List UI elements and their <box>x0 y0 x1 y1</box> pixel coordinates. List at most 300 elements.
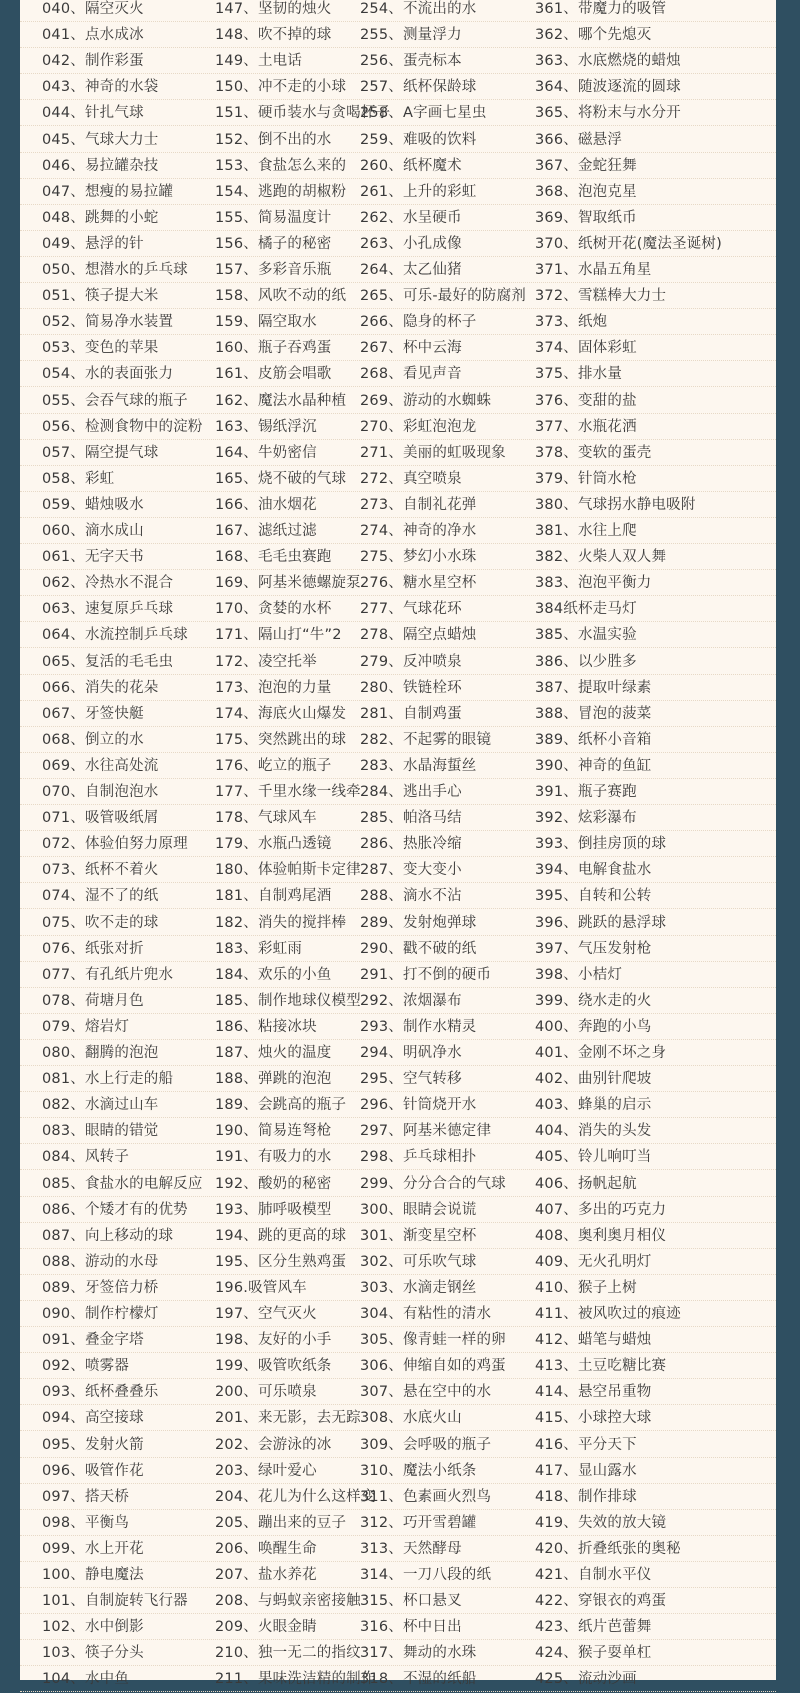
row-guide-line <box>20 700 776 702</box>
experiment-list-item: 292、浓烟瀑布 <box>360 992 462 1009</box>
experiment-list-item: 279、反冲喷泉 <box>360 653 462 670</box>
experiment-list-item: 420、折叠纸张的奥秘 <box>535 1540 681 1557</box>
experiment-list-item: 378、变软的蛋壳 <box>535 444 652 461</box>
experiment-list-item: 074、湿不了的纸 <box>42 888 159 905</box>
experiment-list-item: 264、太乙仙猪 <box>360 262 462 278</box>
experiment-list-item: 299、分分合合的气球 <box>360 1175 506 1192</box>
experiment-list-item: 395、自转和公转 <box>535 888 652 905</box>
row-guide-line <box>20 1430 776 1432</box>
experiment-list-item: 303、水滴走钢丝 <box>360 1279 477 1296</box>
row-guide-line <box>20 334 776 336</box>
experiment-list-item: 400、奔跑的小鸟 <box>535 1018 652 1035</box>
row-guide-line <box>20 282 776 284</box>
experiment-list-item: 273、自制礼花弹 <box>360 496 477 513</box>
experiment-list-item: 271、美丽的虹吸现象 <box>360 444 506 461</box>
experiment-list-item: 085、食盐水的电解反应 <box>42 1175 203 1192</box>
row-guide-line <box>20 178 776 180</box>
experiment-list-item: 185、制作地球仪模型 <box>215 992 361 1009</box>
experiment-list-item: 078、荷塘月色 <box>42 992 144 1009</box>
experiment-list-item: 423、纸片芭蕾舞 <box>535 1619 652 1636</box>
experiment-list-item: 195、区分生熟鸡蛋 <box>215 1253 347 1270</box>
experiment-list-item: 298、乒乓球相扑 <box>360 1149 477 1166</box>
experiment-list-item: 202、会游泳的冰 <box>215 1436 332 1453</box>
row-guide-line <box>20 1300 776 1302</box>
experiment-list-item: 177、千里水缘一线牵 <box>215 784 361 800</box>
experiment-list-item: 157、多彩音乐瓶 <box>215 262 332 278</box>
row-guide-line <box>20 1222 776 1224</box>
experiment-list-item: 090、制作柠檬灯 <box>42 1306 159 1322</box>
row-guide-line <box>20 647 776 649</box>
experiment-list-item: 300、眼睛会说谎 <box>360 1201 477 1218</box>
experiment-list-item: 419、失效的放大镜 <box>535 1514 667 1531</box>
experiment-list-item: 410、猴子上树 <box>535 1279 637 1296</box>
experiment-list-item: 097、搭天桥 <box>42 1488 130 1505</box>
experiment-list-item: 072、体验伯努力原理 <box>42 836 188 853</box>
experiment-list-item: 152、倒不出的水 <box>215 131 332 148</box>
experiment-list-item: 052、简易净水装置 <box>42 314 174 331</box>
experiment-list-item: 048、跳舞的小蛇 <box>42 209 159 226</box>
experiment-list-item: 274、神奇的净水 <box>360 523 477 539</box>
experiment-list-item: 088、游动的水母 <box>42 1253 159 1270</box>
experiment-list-item: 071、吸管吸纸屑 <box>42 810 159 827</box>
experiment-list-item: 294、明矾净水 <box>360 1045 462 1061</box>
experiment-list-item: 302、可乐吹气球 <box>360 1253 477 1270</box>
row-guide-line <box>20 1483 776 1485</box>
experiment-list-item: 375、排水量 <box>535 366 623 383</box>
experiment-list-item: 087、向上移动的球 <box>42 1227 174 1244</box>
experiment-list-item: 209、火眼金睛 <box>215 1619 317 1636</box>
experiment-list-item: 296、针筒烧开水 <box>360 1097 477 1114</box>
experiment-list-item: 393、倒挂房顶的球 <box>535 836 667 853</box>
experiment-list-item: 383、泡泡平衡力 <box>535 575 652 592</box>
experiment-list-item: 178、气球风车 <box>215 810 317 827</box>
experiment-list-item: 170、贪婪的水杯 <box>215 601 332 618</box>
experiment-list-item: 101、自制旋转飞行器 <box>42 1593 188 1610</box>
row-guide-line <box>20 152 776 154</box>
experiment-list-item: 060、滴水成山 <box>42 523 144 539</box>
experiment-list-item: 285、帕洛马结 <box>360 810 462 827</box>
experiment-list-item: 397、气压发射枪 <box>535 940 652 957</box>
experiment-list-item: 054、水的表面张力 <box>42 366 174 383</box>
experiment-list-item: 399、绕水走的火 <box>535 992 652 1009</box>
experiment-list-item: 405、铃儿响叮当 <box>535 1149 652 1166</box>
experiment-list-item: 374、固体彩虹 <box>535 340 637 357</box>
row-guide-line <box>20 1117 776 1119</box>
experiment-list-item: 262、水呈硬币 <box>360 209 462 226</box>
experiment-list-item: 083、眼睛的错觉 <box>42 1123 159 1140</box>
experiment-list-item: 096、吸管作花 <box>42 1462 144 1479</box>
row-guide-line <box>20 21 776 23</box>
experiment-list-item: 156、橘子的秘密 <box>215 235 332 252</box>
experiment-list-item: 150、冲不走的小球 <box>215 79 347 96</box>
experiment-list-item: 148、吹不掉的球 <box>215 27 332 44</box>
experiment-list-item: 100、静电魔法 <box>42 1567 144 1583</box>
experiment-list-item: 159、隔空取水 <box>215 314 317 331</box>
experiment-list-item: 205、蹦出来的豆子 <box>215 1514 347 1531</box>
experiment-list-item: 098、平衡鸟 <box>42 1514 130 1531</box>
experiment-list-item: 164、牛奶密信 <box>215 444 317 461</box>
experiment-list-item: 094、高空接球 <box>42 1410 144 1427</box>
experiment-list-item: 104、水中鱼 <box>42 1671 130 1688</box>
experiment-list-item: 422、穿银衣的鸡蛋 <box>535 1593 667 1610</box>
experiment-list-item: 281、自制鸡蛋 <box>360 705 462 722</box>
row-guide-line <box>20 308 776 310</box>
experiment-list-item: 041、点水成冰 <box>42 27 144 44</box>
experiment-list-item: 190、简易连弩枪 <box>215 1123 332 1140</box>
experiment-list-item: 099、水上开花 <box>42 1540 144 1557</box>
experiment-list-item: 415、小球控大球 <box>535 1410 652 1427</box>
row-guide-line <box>20 1091 776 1093</box>
experiment-list-item: 188、弹跳的泡泡 <box>215 1071 332 1088</box>
experiment-list-item: 286、热胀冷缩 <box>360 836 462 853</box>
experiment-list-item: 288、滴水不沾 <box>360 888 462 905</box>
experiment-list-item: 394、电解食盐水 <box>535 862 652 879</box>
experiment-list-item: 270、彩虹泡泡龙 <box>360 418 477 435</box>
row-guide-line <box>20 1326 776 1328</box>
experiment-list-item: 265、可乐-最好的防腐剂 <box>360 288 527 305</box>
experiment-list-item: 049、悬浮的针 <box>42 235 144 252</box>
experiment-list-item: 418、制作排球 <box>535 1488 637 1505</box>
experiment-list-item: 162、魔法水晶种植 <box>215 392 347 409</box>
experiment-list-item: 301、渐变星空杯 <box>360 1227 477 1244</box>
row-guide-line <box>20 1013 776 1015</box>
experiment-list-item: 384纸杯走马灯 <box>535 601 637 618</box>
experiment-list-item: 154、逃跑的胡椒粉 <box>215 183 347 200</box>
experiment-list-item: 257、纸杯保龄球 <box>360 79 477 96</box>
experiment-list-item: 155、简易温度计 <box>215 209 332 226</box>
experiment-list-item: 160、瓶子吞鸡蛋 <box>215 340 332 357</box>
row-guide-line <box>20 1587 776 1589</box>
experiment-list-item: 276、糖水星空杯 <box>360 575 477 592</box>
experiment-list-item: 056、检测食物中的淀粉 <box>42 418 203 435</box>
experiment-list-item: 075、吹不走的球 <box>42 914 159 931</box>
row-guide-line <box>20 1169 776 1171</box>
experiment-list-item: 187、烛火的温度 <box>215 1045 332 1061</box>
experiment-list-item: 310、魔法小纸条 <box>360 1462 477 1479</box>
experiment-list-item: 057、隔空提气球 <box>42 444 159 461</box>
row-guide-line <box>20 125 776 127</box>
experiment-list-item: 191、有吸力的水 <box>215 1149 332 1166</box>
experiment-list-item: 183、彩虹雨 <box>215 940 303 957</box>
experiment-list-item: 259、难吸的饮料 <box>360 131 477 148</box>
experiment-list-item: 089、牙签倍力桥 <box>42 1279 159 1296</box>
experiment-list-item: 280、铁链栓环 <box>360 679 462 696</box>
experiment-list-item: 254、不流出的水 <box>360 1 477 17</box>
experiment-list-item: 307、悬在空中的水 <box>360 1384 492 1401</box>
experiment-list-item: 076、纸张对折 <box>42 940 144 957</box>
experiment-list-item: 161、皮筋会唱歌 <box>215 366 332 383</box>
experiment-list-item: 277、气球花环 <box>360 601 462 618</box>
experiment-list-item: 084、风转子 <box>42 1149 130 1166</box>
experiment-list-item: 186、粘接冰块 <box>215 1018 317 1035</box>
experiment-list-item: 425、流动沙画 <box>535 1671 637 1688</box>
experiment-list-item: 204、花儿为什么这样变 <box>215 1488 376 1505</box>
experiment-list-item: 312、巧开雪碧罐 <box>360 1514 477 1531</box>
experiment-list-item: 412、蜡笔与蜡烛 <box>535 1332 652 1349</box>
experiment-list-item: 396、跳跃的悬浮球 <box>535 914 667 931</box>
experiment-list-item: 201、来无影，去无踪 <box>215 1410 361 1427</box>
experiment-list-item: 067、牙签快艇 <box>42 705 144 722</box>
experiment-list-item: 390、神奇的鱼缸 <box>535 757 652 774</box>
experiment-list-item: 306、伸缩自如的鸡蛋 <box>360 1358 506 1375</box>
experiment-list-item: 095、发射火箭 <box>42 1436 144 1453</box>
row-guide-line <box>20 517 776 519</box>
experiment-list-item: 086、个矮才有的优势 <box>42 1201 188 1218</box>
experiment-list-item: 269、游动的水蜘蛛 <box>360 392 492 409</box>
row-guide-line <box>20 1639 776 1641</box>
experiment-list-item: 297、阿基米德定律 <box>360 1123 492 1140</box>
experiment-list-item: 382、火柴人双人舞 <box>535 549 667 566</box>
row-guide-line <box>20 491 776 493</box>
experiment-list-item: 210、独一无二的指纹 <box>215 1645 361 1662</box>
experiment-list-item: 367、金蛇狂舞 <box>535 157 637 174</box>
experiment-list-item: 182、消失的搅拌棒 <box>215 914 347 931</box>
row-guide-line <box>20 1404 776 1406</box>
experiment-list-item: 189、会跳高的瓶子 <box>215 1097 347 1114</box>
experiment-list-item: 206、唤醒生命 <box>215 1540 317 1557</box>
row-guide-line <box>20 413 776 415</box>
row-guide-line <box>20 595 776 597</box>
row-guide-line <box>20 1457 776 1459</box>
experiment-list-item: 153、食盐怎么来的 <box>215 157 347 174</box>
row-guide-line <box>20 1352 776 1354</box>
experiment-list-item: 417、显山露水 <box>535 1462 637 1479</box>
experiment-list-item: 413、土豆吃糖比赛 <box>535 1358 667 1375</box>
experiment-list-item: 372、雪糕棒大力士 <box>535 288 667 305</box>
experiment-list-item: 055、会吞气球的瓶子 <box>42 392 188 409</box>
experiment-list-item: 064、水流控制乒乓球 <box>42 627 188 644</box>
experiment-list-item: 398、小桔灯 <box>535 966 623 983</box>
experiment-list-item: 314、一刀八段的纸 <box>360 1567 492 1583</box>
experiment-list-item: 165、烧不破的气球 <box>215 470 347 487</box>
experiment-list-item: 406、扬帆起航 <box>535 1175 637 1192</box>
row-guide-line <box>20 230 776 232</box>
row-guide-line <box>20 1561 776 1563</box>
experiment-list-item: 051、筷子提大米 <box>42 288 159 305</box>
experiment-list-item: 082、水滴过山车 <box>42 1097 159 1114</box>
experiment-list-item: 366、磁悬浮 <box>535 131 623 148</box>
experiment-list-item: 373、纸炮 <box>535 314 608 331</box>
experiment-list-item: 363、水底燃烧的蜡烛 <box>535 53 681 70</box>
experiment-list-item: 305、像青蛙一样的卵 <box>360 1332 506 1349</box>
row-guide-line <box>20 961 776 963</box>
experiment-list-item: 392、炫彩瀑布 <box>535 810 637 827</box>
experiment-list-item: 175、突然跳出的球 <box>215 731 347 748</box>
experiment-list-item: 073、纸杯不着火 <box>42 862 159 879</box>
row-guide-line <box>20 987 776 989</box>
experiment-list-item: 376、变甜的盐 <box>535 392 637 409</box>
row-guide-line <box>20 1039 776 1041</box>
experiment-list-item: 295、空气转移 <box>360 1071 462 1088</box>
experiment-list-item: 267、杯中云海 <box>360 340 462 357</box>
experiment-list-item: 316、杯中日出 <box>360 1619 462 1636</box>
experiment-list-item: 199、吸管吹纸条 <box>215 1358 332 1375</box>
experiment-list-item: 079、熔岩灯 <box>42 1018 130 1035</box>
experiment-list-item: 409、无火孔明灯 <box>535 1253 652 1270</box>
row-guide-line <box>20 360 776 362</box>
experiment-list-item: 062、冷热水不混合 <box>42 575 174 592</box>
row-guide-line <box>20 1274 776 1276</box>
experiment-list-item: 198、友好的小手 <box>215 1332 332 1349</box>
experiment-list-item: 173、泡泡的力量 <box>215 679 332 696</box>
experiment-list-item: 196.吸管风车 <box>215 1279 307 1296</box>
row-guide-line <box>20 726 776 728</box>
experiment-list-item: 092、喷雾器 <box>42 1358 130 1375</box>
experiment-list-item: 200、可乐喷泉 <box>215 1384 317 1401</box>
experiment-list-item: 211、果味洗洁精的制作 <box>215 1671 376 1688</box>
experiment-list-item: 388、冒泡的菠菜 <box>535 705 652 722</box>
experiment-list-item: 272、真空喷泉 <box>360 470 462 487</box>
row-guide-line <box>20 674 776 676</box>
experiment-list-item: 308、水底火山 <box>360 1410 462 1427</box>
experiment-list-item: 070、自制泡泡水 <box>42 784 159 800</box>
experiment-list-item: 309、会呼吸的瓶子 <box>360 1436 492 1453</box>
experiment-list-item: 263、小孔成像 <box>360 235 462 252</box>
experiment-list-item: 163、锡纸浮沉 <box>215 418 317 435</box>
experiment-list-item: 411、被风吹过的痕迹 <box>535 1306 681 1322</box>
experiment-list-item: 275、梦幻小水珠 <box>360 549 477 566</box>
experiment-list-item: 149、土电话 <box>215 53 303 70</box>
row-guide-line <box>20 439 776 441</box>
experiment-list-item: 197、空气灭火 <box>215 1306 317 1322</box>
experiment-list-item: 091、叠金字塔 <box>42 1332 144 1349</box>
experiment-list-item: 315、杯口悬叉 <box>360 1593 462 1610</box>
experiment-list-item: 377、水瓶花洒 <box>535 418 637 435</box>
row-guide-line <box>20 804 776 806</box>
experiment-list-item: 180、体验帕斯卡定律 <box>215 862 361 879</box>
experiment-list-item: 402、曲别针爬坡 <box>535 1071 652 1088</box>
experiment-list-item: 053、变色的苹果 <box>42 340 159 357</box>
experiment-list-item: 266、隐身的杯子 <box>360 314 477 331</box>
experiment-list-item: 093、纸杯叠叠乐 <box>42 1384 159 1401</box>
experiment-list-item: 283、水晶海蜇丝 <box>360 757 477 774</box>
experiment-list-item: 040、隔空灭火 <box>42 1 144 17</box>
experiment-list-item: 058、彩虹 <box>42 470 115 487</box>
row-guide-line <box>20 1509 776 1511</box>
experiment-list-item: 304、有粘性的清水 <box>360 1306 492 1322</box>
experiment-list-item: 171、隔山打“牛”2 <box>215 627 342 644</box>
experiment-list-item: 203、绿叶爱心 <box>215 1462 317 1479</box>
experiment-list-item: 147、坚韧的烛火 <box>215 1 332 17</box>
row-guide-line <box>20 465 776 467</box>
experiment-list-item: 063、速复原乒乓球 <box>42 601 174 618</box>
experiment-list-item: 258、A字画七星虫 <box>360 105 487 122</box>
experiment-list-item: 174、海底火山爆发 <box>215 705 347 722</box>
experiment-list-item: 045、气球大力士 <box>42 131 159 148</box>
experiment-list-item: 047、想瘦的易拉罐 <box>42 183 174 200</box>
experiment-list-item: 416、平分天下 <box>535 1436 637 1453</box>
experiment-list-item: 261、上升的彩虹 <box>360 183 477 200</box>
experiment-list-item: 260、纸杯魔术 <box>360 157 462 174</box>
experiment-list-item: 289、发射炮弹球 <box>360 914 477 931</box>
row-guide-line <box>20 935 776 937</box>
row-guide-line <box>20 1196 776 1198</box>
experiment-list-item: 192、酸奶的秘密 <box>215 1175 332 1192</box>
experiment-list-item: 291、打不倒的硬币 <box>360 966 492 983</box>
experiment-list-item: 194、跳的更高的球 <box>215 1227 347 1244</box>
experiment-list-item: 362、哪个先熄灭 <box>535 27 652 44</box>
experiment-list-item: 386、以少胜多 <box>535 653 637 670</box>
experiment-list-item: 421、自制水平仪 <box>535 1567 652 1583</box>
row-guide-line <box>20 882 776 884</box>
experiment-list-item: 044、针扎气球 <box>42 105 144 122</box>
experiment-list-item: 268、看见声音 <box>360 366 462 383</box>
experiment-list-item: 414、悬空吊重物 <box>535 1384 652 1401</box>
row-guide-line <box>20 1613 776 1615</box>
row-guide-line <box>20 47 776 49</box>
experiment-list-item: 172、凌空托举 <box>215 653 317 670</box>
experiment-list-item: 042、制作彩蛋 <box>42 53 144 70</box>
row-guide-line <box>20 256 776 258</box>
experiment-list-item: 069、水往高处流 <box>42 757 159 774</box>
experiment-list-item: 181、自制鸡尾酒 <box>215 888 332 905</box>
experiment-list-item: 059、蜡烛吸水 <box>42 496 144 513</box>
experiment-list-item: 061、无字天书 <box>42 549 144 566</box>
experiment-list-item: 166、油水烟花 <box>215 496 317 513</box>
experiment-list-item: 065、复活的毛毛虫 <box>42 653 174 670</box>
experiment-list-item: 368、泡泡克星 <box>535 183 637 200</box>
experiment-list-item: 387、提取叶绿素 <box>535 679 652 696</box>
experiment-list-item: 401、金刚不坏之身 <box>535 1045 667 1061</box>
experiment-list-item: 102、水中倒影 <box>42 1619 144 1636</box>
experiment-list-item: 168、毛毛虫赛跑 <box>215 549 332 566</box>
experiment-list-item: 043、神奇的水袋 <box>42 79 159 96</box>
experiment-list-item: 371、水晶五角星 <box>535 262 652 278</box>
row-guide-line <box>20 99 776 101</box>
experiment-list-item: 365、将粉末与水分开 <box>535 105 681 122</box>
row-guide-line <box>20 1143 776 1145</box>
experiment-list-item: 176、屹立的瓶子 <box>215 757 332 774</box>
row-guide-line <box>20 1065 776 1067</box>
experiment-list-item: 167、滤纸过滤 <box>215 523 317 539</box>
experiment-list-item: 293、制作水精灵 <box>360 1018 477 1035</box>
experiment-list-item: 287、变大变小 <box>360 862 462 879</box>
experiment-list-item: 408、奥利奥月相仪 <box>535 1227 667 1244</box>
experiment-list-item: 046、易拉罐杂技 <box>42 157 159 174</box>
experiment-list-item: 255、测量浮力 <box>360 27 462 44</box>
experiment-list-item: 282、不起雾的眼镜 <box>360 731 492 748</box>
experiment-list-item: 284、逃出手心 <box>360 784 462 800</box>
experiment-list-item: 290、戳不破的纸 <box>360 940 477 957</box>
experiment-list-item: 256、蛋壳标本 <box>360 53 462 70</box>
row-guide-line <box>20 778 776 780</box>
experiment-list-item: 391、瓶子赛跑 <box>535 784 637 800</box>
experiment-list-item: 370、纸树开花(魔法圣诞树) <box>535 235 722 252</box>
experiment-list-page <box>20 0 776 1688</box>
experiment-list-item: 379、针筒水枪 <box>535 470 637 487</box>
experiment-list-item: 066、消失的花朵 <box>42 679 159 696</box>
row-guide-line <box>20 830 776 832</box>
experiment-list-item: 151、硬币装水与贪喝杯子 <box>215 105 391 122</box>
experiment-list-item: 311、色素画火烈鸟 <box>360 1488 492 1505</box>
row-guide-line <box>20 1535 776 1537</box>
experiment-list-item: 403、蜂巢的启示 <box>535 1097 652 1114</box>
experiment-list-item: 184、欢乐的小鱼 <box>215 966 332 983</box>
experiment-list-item: 208、与蚂蚁亲密接触 <box>215 1593 361 1610</box>
experiment-list-item: 385、水温实验 <box>535 627 637 644</box>
experiment-list-item: 179、水瓶凸透镜 <box>215 836 332 853</box>
experiment-list-item: 407、多出的巧克力 <box>535 1201 667 1218</box>
experiment-list-item: 313、天然酵母 <box>360 1540 462 1557</box>
experiment-list-item: 081、水上行走的船 <box>42 1071 174 1088</box>
experiment-list-item: 158、风吹不动的纸 <box>215 288 347 305</box>
experiment-list-item: 364、随波逐流的圆球 <box>535 79 681 96</box>
experiment-list-item: 318、不湿的纸船 <box>360 1671 477 1688</box>
experiment-list-item: 361、带魔力的吸管 <box>535 1 667 17</box>
experiment-list-item: 317、舞动的水珠 <box>360 1645 477 1662</box>
row-guide-line <box>20 752 776 754</box>
experiment-list-item: 380、气球拐水静电吸附 <box>535 496 696 513</box>
